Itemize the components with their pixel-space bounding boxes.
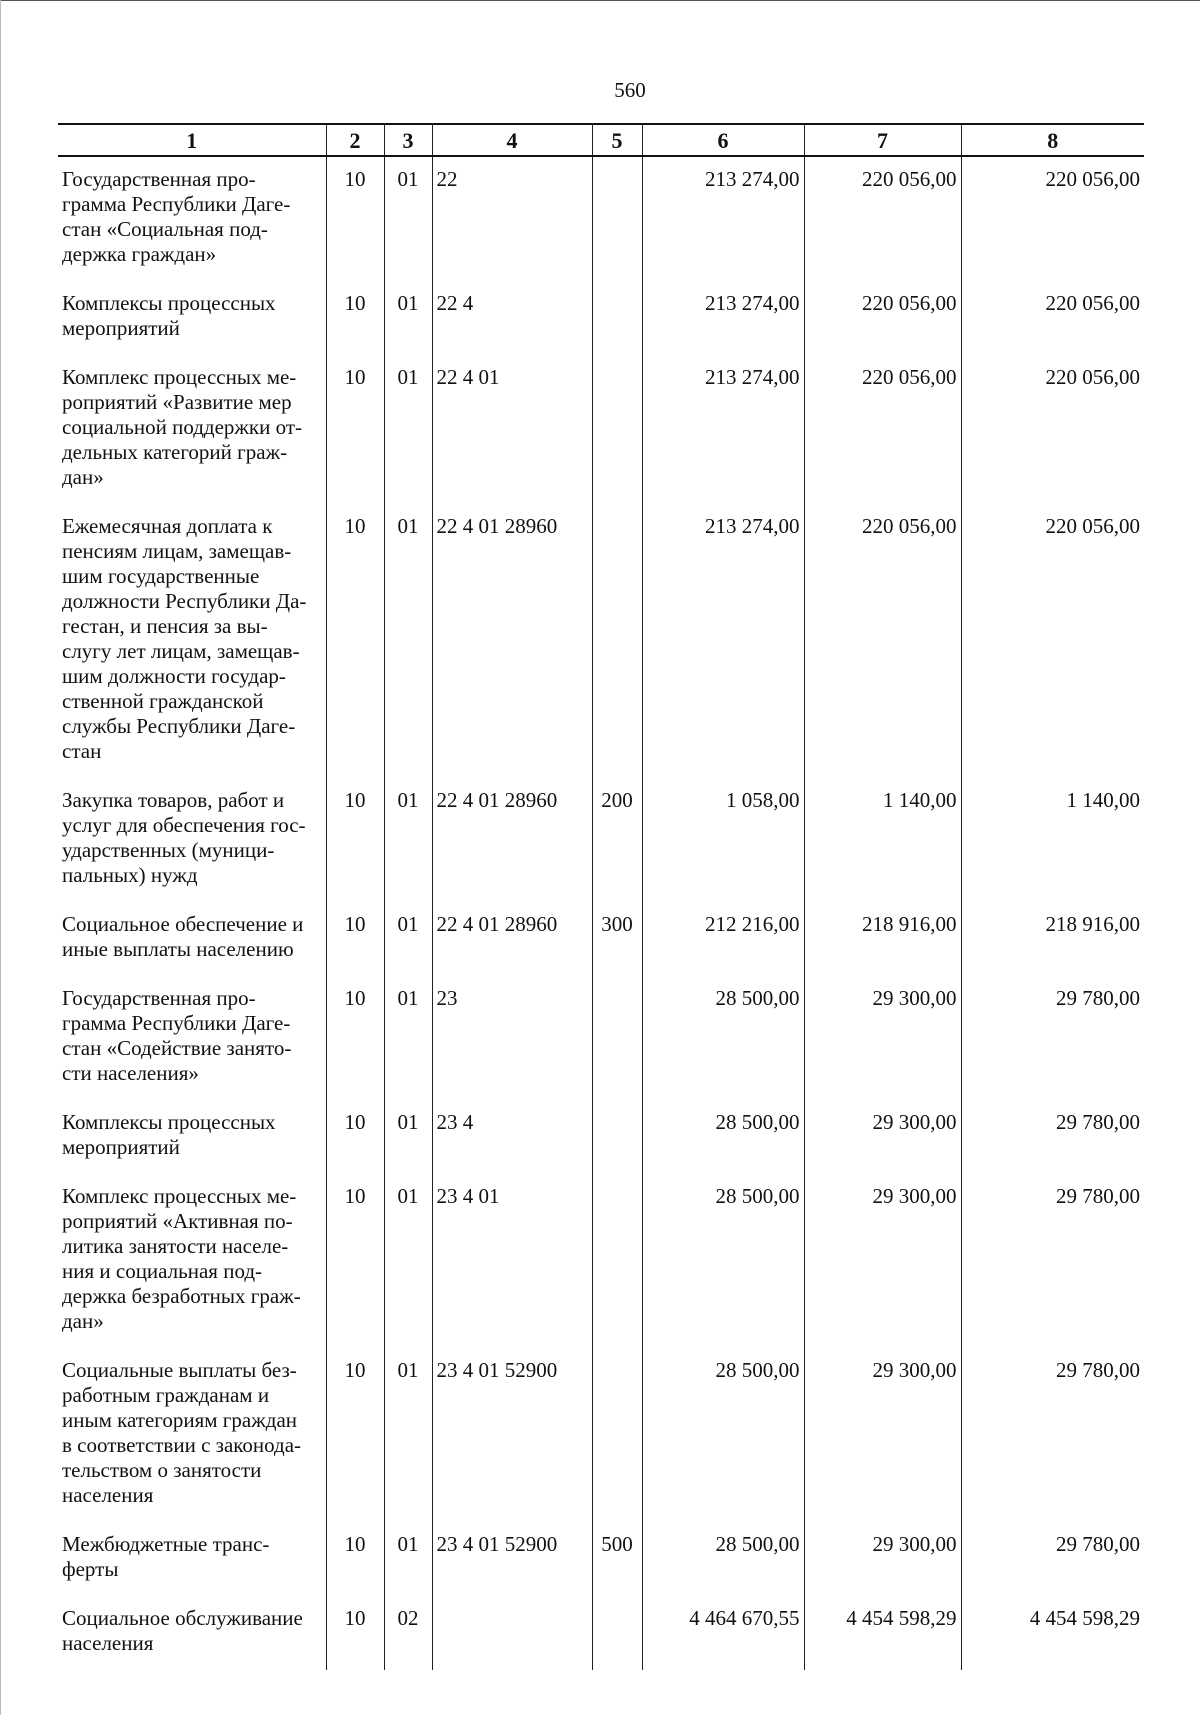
amount-col8-cell: 220 056,00 <box>961 355 1144 504</box>
table-row <box>58 156 1144 281</box>
amount-col7-cell: 29 300,00 <box>804 1100 961 1174</box>
row-name-line: услуг для обеспечения гос- <box>62 813 306 837</box>
header-row <box>58 124 1144 156</box>
row-name-cell <box>58 355 326 504</box>
expense-type-cell <box>592 281 642 355</box>
amount-col6-cell: 4 464 670,55 <box>642 1596 804 1670</box>
row-name-line: социальной поддержки от- <box>62 415 303 439</box>
section-code-cell: 10 <box>326 281 384 355</box>
table-row <box>58 1348 1144 1522</box>
row-name-line: населения <box>62 1631 154 1655</box>
subsection-code-cell: 01 <box>384 1100 432 1174</box>
amount-col6-cell: 28 500,00 <box>642 1348 804 1522</box>
column-header: 3 <box>384 124 432 156</box>
amount-col8-cell: 220 056,00 <box>961 504 1144 778</box>
amount-col6-cell: 28 500,00 <box>642 976 804 1100</box>
target-code-cell: 23 <box>432 976 592 1100</box>
section-code-cell: 10 <box>326 902 384 976</box>
section-code-cell: 10 <box>326 1596 384 1670</box>
subsection-code-cell: 02 <box>384 1596 432 1670</box>
row-name-line: Закупка товаров, работ и <box>62 788 285 812</box>
row-name-cell <box>58 1348 326 1522</box>
subsection-code-cell: 01 <box>384 504 432 778</box>
row-name-line: держка граждан» <box>62 242 217 266</box>
amount-col6-cell: 213 274,00 <box>642 281 804 355</box>
scan-top-edge <box>0 0 1200 1</box>
target-code-cell: 22 4 <box>432 281 592 355</box>
table-row <box>58 976 1144 1100</box>
row-name-cell <box>58 778 326 902</box>
table-body <box>58 156 1144 1670</box>
row-name-cell <box>58 281 326 355</box>
amount-col8-cell: 4 454 598,29 <box>961 1596 1144 1670</box>
section-code-cell: 10 <box>326 355 384 504</box>
row-name-line: дан» <box>62 465 104 489</box>
row-name-cell <box>58 1522 326 1596</box>
row-name-line: должности Республики Да- <box>62 589 307 613</box>
row-name-line: пенсиям лицам, замещав- <box>62 539 292 563</box>
amount-col6-cell: 28 500,00 <box>642 1174 804 1348</box>
subsection-code-cell: 01 <box>384 778 432 902</box>
expense-type-cell <box>592 156 642 281</box>
amount-col7-cell: 29 300,00 <box>804 1174 961 1348</box>
budget-table <box>58 123 1144 1670</box>
row-name-line: роприятий «Развитие мер <box>62 390 292 414</box>
target-code-cell: 23 4 01 52900 <box>432 1348 592 1522</box>
row-name-line: шим государственные <box>62 564 260 588</box>
amount-col8-cell: 29 780,00 <box>961 1174 1144 1348</box>
section-code-cell: 10 <box>326 778 384 902</box>
amount-col8-cell: 220 056,00 <box>961 281 1144 355</box>
row-name-cell <box>58 156 326 281</box>
row-name-line: иным категориям граждан <box>62 1408 297 1432</box>
row-name-line: пальных) нужд <box>62 863 198 887</box>
column-header: 1 <box>58 124 326 156</box>
row-name-cell <box>58 976 326 1100</box>
page-number: 560 <box>614 78 646 102</box>
amount-col6-cell: 1 058,00 <box>642 778 804 902</box>
amount-col7-cell: 29 300,00 <box>804 1522 961 1596</box>
section-code-cell: 10 <box>326 1100 384 1174</box>
row-name-line: Комплекс процессных ме- <box>62 365 297 389</box>
row-name-line: дан» <box>62 1309 104 1333</box>
amount-col7-cell: 1 140,00 <box>804 778 961 902</box>
subsection-code-cell: 01 <box>384 355 432 504</box>
table-row <box>58 1596 1144 1670</box>
subsection-code-cell: 01 <box>384 1522 432 1596</box>
column-header: 5 <box>592 124 642 156</box>
section-code-cell: 10 <box>326 1174 384 1348</box>
section-code-cell: 10 <box>326 156 384 281</box>
target-code-cell: 23 4 01 <box>432 1174 592 1348</box>
target-code-cell: 23 4 <box>432 1100 592 1174</box>
row-name-line: Государственная про- <box>62 986 256 1010</box>
target-code-cell: 22 4 01 28960 <box>432 504 592 778</box>
section-code-cell: 10 <box>326 976 384 1100</box>
row-name-line: держка безработных граж- <box>62 1284 301 1308</box>
column-header: 4 <box>432 124 592 156</box>
amount-col8-cell: 220 056,00 <box>961 156 1144 281</box>
target-code-cell: 22 4 01 28960 <box>432 902 592 976</box>
row-name-line: сти населения» <box>62 1061 199 1085</box>
row-name-line: Ежемесячная доплата к <box>62 514 273 538</box>
column-header: 2 <box>326 124 384 156</box>
target-code-cell: 22 4 01 <box>432 355 592 504</box>
subsection-code-cell: 01 <box>384 281 432 355</box>
row-name-line: иные выплаты населению <box>62 937 294 961</box>
row-name-cell <box>58 1174 326 1348</box>
amount-col7-cell: 220 056,00 <box>804 156 961 281</box>
expense-type-cell <box>592 1596 642 1670</box>
row-name-line: шим должности государ- <box>62 664 286 688</box>
amount-col7-cell: 220 056,00 <box>804 281 961 355</box>
row-name-line: Комплексы процессных <box>62 291 276 315</box>
row-name-line: работным гражданам и <box>62 1383 270 1407</box>
table-row <box>58 1174 1144 1348</box>
target-code-cell: 22 4 01 28960 <box>432 778 592 902</box>
amount-col8-cell: 29 780,00 <box>961 1522 1144 1596</box>
row-name-line: дельных категорий граж- <box>62 440 288 464</box>
table-row <box>58 355 1144 504</box>
subsection-code-cell: 01 <box>384 976 432 1100</box>
row-name-line: Социальное обеспечение и <box>62 912 304 936</box>
row-name-cell <box>58 902 326 976</box>
subsection-code-cell: 01 <box>384 902 432 976</box>
row-name-line: ферты <box>62 1557 119 1581</box>
row-name-line: грамма Республики Даге- <box>62 1011 291 1035</box>
amount-col6-cell: 28 500,00 <box>642 1100 804 1174</box>
row-name-line: гестан, и пенсия за вы- <box>62 614 268 638</box>
row-name-cell <box>58 1100 326 1174</box>
row-name-line: мероприятий <box>62 316 180 340</box>
amount-col7-cell: 29 300,00 <box>804 976 961 1100</box>
expense-type-cell: 300 <box>592 902 642 976</box>
row-name-line: ственной гражданской <box>62 689 264 713</box>
row-name-line: Комплекс процессных ме- <box>62 1184 297 1208</box>
row-name-line: службы Республики Даге- <box>62 714 296 738</box>
row-name-line: роприятий «Активная по- <box>62 1209 293 1233</box>
expense-type-cell: 500 <box>592 1522 642 1596</box>
section-code-cell: 10 <box>326 1522 384 1596</box>
amount-col8-cell: 1 140,00 <box>961 778 1144 902</box>
row-name-line: Социальное обслуживание <box>62 1606 303 1630</box>
amount-col6-cell: 213 274,00 <box>642 355 804 504</box>
amount-col7-cell: 220 056,00 <box>804 504 961 778</box>
expense-type-cell <box>592 1348 642 1522</box>
table-row <box>58 281 1144 355</box>
section-code-cell: 10 <box>326 1348 384 1522</box>
scan-left-edge <box>0 0 1 1715</box>
amount-col6-cell: 28 500,00 <box>642 1522 804 1596</box>
amount-col8-cell: 218 916,00 <box>961 902 1144 976</box>
row-name-line: грамма Республики Даге- <box>62 192 291 216</box>
table-row <box>58 1522 1144 1596</box>
column-header: 8 <box>961 124 1144 156</box>
subsection-code-cell: 01 <box>384 1174 432 1348</box>
row-name-line: в соответствии с законода- <box>62 1433 302 1457</box>
target-code-cell: 23 4 01 52900 <box>432 1522 592 1596</box>
subsection-code-cell: 01 <box>384 1348 432 1522</box>
amount-col6-cell: 213 274,00 <box>642 156 804 281</box>
row-name-line: мероприятий <box>62 1135 180 1159</box>
amount-col7-cell: 4 454 598,29 <box>804 1596 961 1670</box>
row-name-line: ния и социальная под- <box>62 1259 263 1283</box>
amount-col6-cell: 213 274,00 <box>642 504 804 778</box>
row-name-line: слугу лет лицам, замещав- <box>62 639 300 663</box>
section-code-cell: 10 <box>326 504 384 778</box>
column-header: 6 <box>642 124 804 156</box>
expense-type-cell: 200 <box>592 778 642 902</box>
row-name-line: Социальные выплаты без- <box>62 1358 297 1382</box>
row-name-line: литика занятости населе- <box>62 1234 289 1258</box>
row-name-cell <box>58 1596 326 1670</box>
row-name-cell <box>58 504 326 778</box>
expense-type-cell <box>592 976 642 1100</box>
row-name-line: стан <box>62 739 102 763</box>
amount-col8-cell: 29 780,00 <box>961 976 1144 1100</box>
expense-type-cell <box>592 355 642 504</box>
row-name-line: ударственных (муници- <box>62 838 275 862</box>
row-name-line: стан «Содействие занято- <box>62 1036 292 1060</box>
row-name-line: Государственная про- <box>62 167 256 191</box>
target-code-cell <box>432 1596 592 1670</box>
table-row <box>58 504 1144 778</box>
column-header: 7 <box>804 124 961 156</box>
target-code-cell: 22 <box>432 156 592 281</box>
amount-col8-cell: 29 780,00 <box>961 1100 1144 1174</box>
row-name-line: стан «Социальная под- <box>62 217 268 241</box>
row-name-line: населения <box>62 1483 154 1507</box>
table-row <box>58 902 1144 976</box>
expense-type-cell <box>592 1100 642 1174</box>
expense-type-cell <box>592 504 642 778</box>
amount-col7-cell: 220 056,00 <box>804 355 961 504</box>
amount-col8-cell: 29 780,00 <box>961 1348 1144 1522</box>
table-row <box>58 1100 1144 1174</box>
amount-col7-cell: 29 300,00 <box>804 1348 961 1522</box>
amount-col6-cell: 212 216,00 <box>642 902 804 976</box>
row-name-line: Комплексы процессных <box>62 1110 276 1134</box>
expense-type-cell <box>592 1174 642 1348</box>
row-name-line: Межбюджетные транс- <box>62 1532 270 1556</box>
row-name-line: тельством о занятости <box>62 1458 262 1482</box>
subsection-code-cell: 01 <box>384 156 432 281</box>
table-row <box>58 778 1144 902</box>
amount-col7-cell: 218 916,00 <box>804 902 961 976</box>
